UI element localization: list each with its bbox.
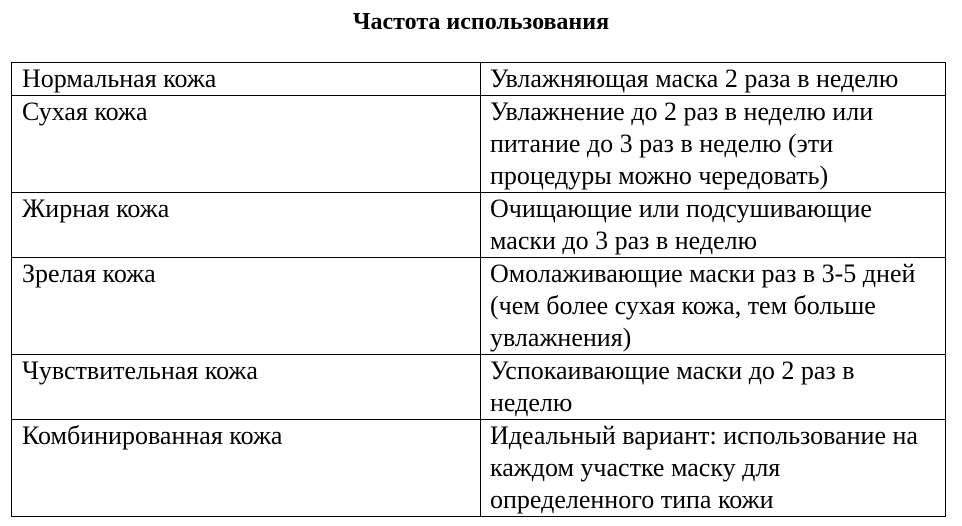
skin-type-cell: Чувствительная кожа bbox=[12, 355, 481, 420]
frequency-cell: Увлажнение до 2 раз в неделю или питание до 3 раз в неделю (эти процедуры можно чередовать) bbox=[481, 96, 946, 193]
table-row bbox=[12, 63, 946, 96]
table-row bbox=[12, 258, 946, 355]
frequency-cell: Идеальный вариант: использование на каждом участке маску для определенного типа кожи bbox=[481, 420, 946, 517]
skin-type-cell: Зрелая кожа bbox=[12, 258, 481, 355]
table-row bbox=[12, 193, 946, 258]
table-row bbox=[12, 96, 946, 193]
frequency-cell: Успокаивающие маски до 2 раз в неделю bbox=[481, 355, 946, 420]
table-row bbox=[12, 355, 946, 420]
table-row bbox=[12, 420, 946, 517]
skin-type-cell: Нормальная кожа bbox=[12, 63, 481, 96]
skin-type-cell: Комбинированная кожа bbox=[12, 420, 481, 517]
skin-type-cell: Сухая кожа bbox=[12, 96, 481, 193]
usage-frequency-table bbox=[11, 62, 946, 517]
document-title: Частота использования bbox=[352, 9, 610, 35]
frequency-cell: Омолаживающие маски раз в 3-5 дней (чем более сухая кожа, тем больше увлажнения) bbox=[481, 258, 946, 355]
frequency-cell: Очищающие или подсушивающие маски до 3 раз в неделю bbox=[481, 193, 946, 258]
skin-type-cell: Жирная кожа bbox=[12, 193, 481, 258]
frequency-cell: Увлажняющая маска 2 раза в неделю bbox=[481, 63, 946, 96]
